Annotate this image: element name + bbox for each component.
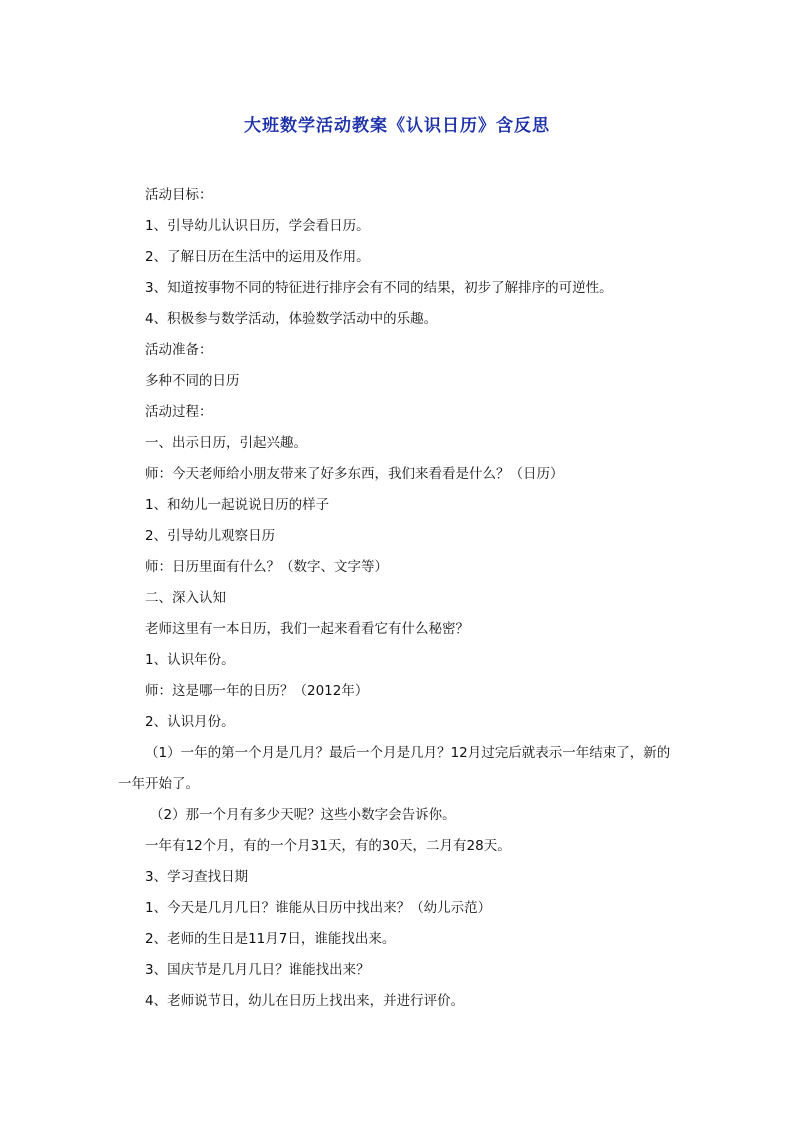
paragraph-date-task-2: 2、老师的生日是11月7日，谁能找出来。 xyxy=(145,931,396,947)
paragraph-month-days: 一年有12个月，有的一个月31天，有的30天，二月有28天。 xyxy=(145,838,511,854)
paragraph-step-2: 2、引导幼儿观察日历 xyxy=(145,528,276,544)
paragraph-process-heading: 活动过程： xyxy=(145,404,213,420)
paragraph-prep-item: 多种不同的日历 xyxy=(145,373,240,389)
paragraph-section-2: 二、深入认知 xyxy=(145,590,226,606)
paragraph-month-question-1: （1）一年的第一个月是几月？最后一个月是几月？12月过完后就表示一年结束了，新的一年开始了。 xyxy=(118,745,671,792)
paragraph-year-heading: 1、认识年份。 xyxy=(145,652,235,668)
paragraph-prep-heading: 活动准备： xyxy=(145,342,213,358)
paragraph-month-question-2: （2）那一个月有多少天呢？这些小数字会告诉你。 xyxy=(150,807,456,823)
paragraph-step-1: 1、和幼儿一起说说日历的样子 xyxy=(145,497,330,513)
paragraph-goal-3: 3、知道按事物不同的特征进行排序会有不同的结果，初步了解排序的可逆性。 xyxy=(145,280,613,296)
paragraph-teacher-line-2: 师：日历里面有什么？（数字、文字等） xyxy=(145,559,388,575)
document-body xyxy=(0,180,794,1017)
paragraph-date-heading: 3、学习查找日期 xyxy=(145,869,249,885)
paragraph-calendar-intro: 老师这里有一本日历，我们一起来看看它有什么秘密？ xyxy=(145,621,469,637)
paragraph-teacher-line-1: 师：今天老师给小朋友带来了好多东西，我们来看看是什么？（日历） xyxy=(145,466,564,482)
paragraph-goal-2: 2、了解日历在生活中的运用及作用。 xyxy=(145,249,370,265)
paragraph-date-task-4: 4、老师说节日，幼儿在日历上找出来，并进行评价。 xyxy=(145,993,465,1009)
paragraph-date-task-3: 3、国庆节是几月几日？谁能找出来？ xyxy=(145,962,370,978)
paragraph-goal-1: 1、引导幼儿认识日历，学会看日历。 xyxy=(145,218,370,234)
paragraph-month-heading: 2、认识月份。 xyxy=(145,714,235,730)
paragraph-year-question: 师：这是哪一年的日历？（2012年） xyxy=(145,683,369,699)
document-title: 大班数学活动教案《认识日历》含反思 xyxy=(244,116,550,136)
paragraph-goals-heading: 活动目标： xyxy=(145,187,213,203)
paragraph-goal-4: 4、积极参与数学活动，体验数学活动中的乐趣。 xyxy=(145,311,438,327)
paragraph-date-task-1: 1、今天是几月几日？谁能从日历中找出来？（幼儿示范） xyxy=(145,900,492,916)
paragraph-section-1: 一、出示日历，引起兴趣。 xyxy=(145,435,307,451)
